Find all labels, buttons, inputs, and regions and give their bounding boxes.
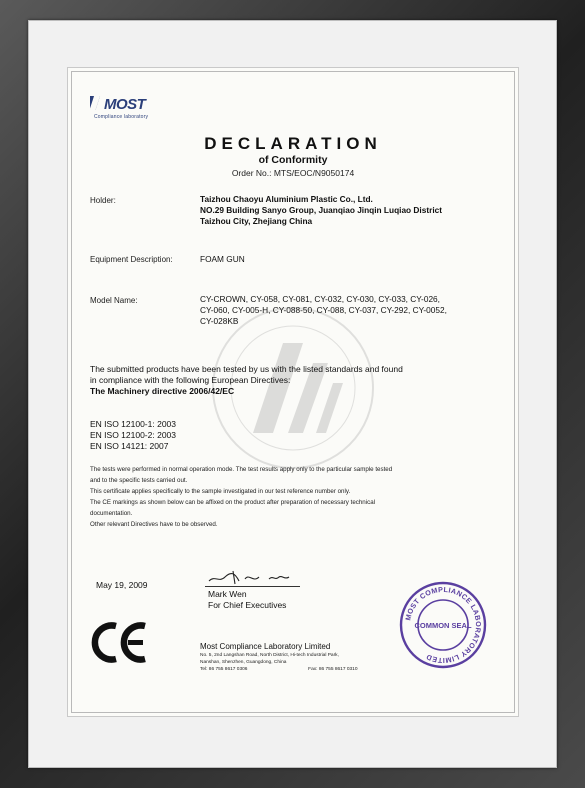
compliance-statement: [90, 364, 403, 397]
signatory-title: For Chief Executives: [208, 600, 287, 610]
statement-line: The submitted products have been tested by us with the listed standards and found: [90, 364, 403, 374]
standard-item: EN ISO 12100-1: 2003: [90, 419, 177, 429]
equipment-value: FOAM GUN: [200, 254, 245, 264]
note-line: This certificate applies specifically to the sample investigated in our test reference number only.: [90, 488, 351, 495]
seal-center-text: COMMON SEAL: [414, 621, 472, 630]
note-line: Other relevant Directives have to be observed.: [90, 521, 218, 528]
signatory: [208, 589, 286, 611]
seal-ring-text: MOST COMPLIANCE LABORATORY LIMITED: [403, 584, 484, 666]
model-line: CY-060, CY-005-H, CY-088-50, CY-088, CY-037, CY-292, CY-0052,: [200, 305, 447, 315]
holder-label: Holder:: [90, 196, 116, 205]
lab-name: Most Compliance Laboratory Limited: [200, 642, 331, 651]
common-seal-stamp: [398, 580, 488, 670]
directive-name: The Machinery directive 2006/42/EC: [90, 386, 235, 396]
holder-value: [200, 194, 442, 227]
issue-date: May 19, 2009: [96, 580, 148, 590]
note-line: and to the specific tests carried out.: [90, 477, 188, 484]
model-value: [200, 294, 447, 327]
logo-brand-text: MOST: [104, 96, 146, 113]
standard-item: EN ISO 14121: 2007: [90, 441, 169, 451]
document-subtitle: of Conformity: [258, 154, 328, 166]
note-line: The tests were performed in normal operation mode. The test results apply only to the particular sample tested: [90, 466, 393, 473]
ce-mark-icon: [90, 620, 150, 665]
holder-line: Taizhou Chaoyu Aluminium Plastic Co., Ltd.: [200, 194, 373, 204]
lab-fax: Fax: 86 755 8617 0310: [308, 667, 358, 672]
certificate-document: [68, 68, 518, 716]
holder-line: Taizhou City, Zhejiang China: [200, 216, 313, 226]
statement-line: in compliance with the following European Directives:: [90, 375, 291, 385]
lab-info: [200, 642, 358, 673]
order-number: Order No.: MTS/EOC/N9050174: [231, 168, 355, 178]
model-line: CY-CROWN, CY-058, CY-081, CY-032, CY-030, CY-033, CY-026,: [200, 294, 440, 304]
signatory-name: Mark Wen: [208, 589, 247, 599]
lab-address-line: Nanshan, Shenzhen, Guangdong, China: [200, 660, 287, 665]
standard-item: EN ISO 12100-2: 2003: [90, 430, 177, 440]
note-line: The CE markings as shown below can be affixed on the product after preparation of necessary technical: [90, 499, 376, 506]
equipment-label: Equipment Description:: [90, 255, 173, 264]
handwritten-signature: [205, 567, 305, 587]
certificate-notes: [90, 464, 392, 530]
holder-line: NO.29 Building Sanyo Group, Juanqiao Jinqin Luqiao District: [200, 205, 443, 215]
model-line: CY-028KB: [200, 316, 239, 326]
document-title: DECLARATION: [204, 134, 382, 153]
lab-tel: Tel: 86 755 8617 0306: [200, 667, 248, 672]
lab-contacts: [200, 666, 358, 673]
signature-line: [205, 586, 300, 587]
logo-tagline: Compliance laboratory: [94, 114, 149, 120]
note-line: documentation.: [90, 510, 133, 517]
lab-address-line: No. 5, 2nd Langshan Road, North District, Hi-tech Industrial Park,: [200, 653, 339, 658]
standards-list: [90, 419, 176, 452]
model-label: Model Name:: [90, 296, 138, 305]
